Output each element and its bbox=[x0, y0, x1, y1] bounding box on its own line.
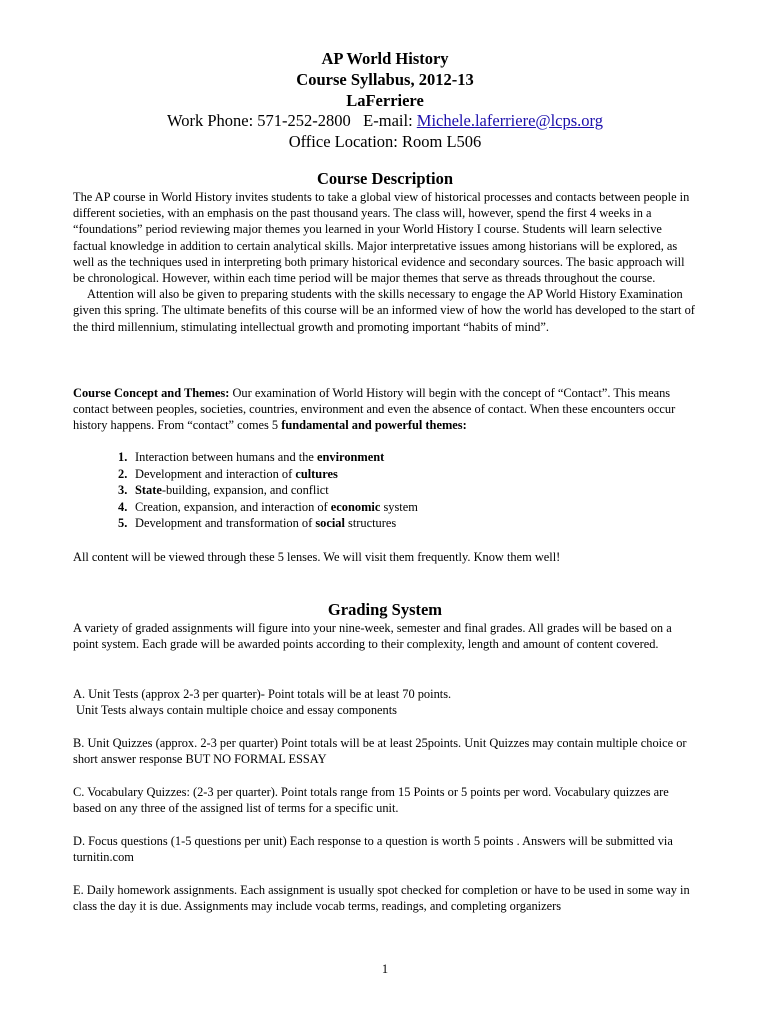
course-description-body bbox=[73, 189, 698, 335]
work-phone: Work Phone: 571-252-2800 bbox=[166, 111, 351, 130]
grading-intro: A variety of graded assignments will figure into your nine-week, semester and final grades. All grades will be based on a point system. Each grade will be awarded points according to their complexity, length and amount of content covered. bbox=[73, 621, 672, 652]
email-link[interactable]: Michele.laferriere@lcps.org bbox=[416, 111, 604, 130]
grading-item-a bbox=[73, 686, 698, 718]
list-item: 1. Interaction between humans and the environment bbox=[118, 450, 385, 464]
teacher-name: LaFerriere bbox=[346, 91, 424, 110]
email-label: E-mail: bbox=[363, 111, 417, 130]
list-item: 3. State-building, expansion, and conflict bbox=[118, 483, 329, 498]
grading-system-heading: Grading System bbox=[327, 600, 443, 619]
grading-item-e: E. Daily homework assignments. Each assignment is usually spot checked for completion or have to be used in some way in class the day it is due. Assignments may include vocab terms, readings, and completing organizers bbox=[73, 883, 690, 914]
concepts-emphasis: fundamental and powerful themes: bbox=[281, 418, 467, 433]
course-description-heading: Course Description bbox=[316, 169, 454, 188]
grading-item-b: B. Unit Quizzes (approx. 2-3 per quarter) Point totals will be at least 25points. Unit Quizzes may contain multiple choice or short answer response BUT NO FORMAL ESSAY bbox=[73, 736, 687, 767]
document-header bbox=[0, 48, 770, 152]
page-number: 1 bbox=[381, 962, 389, 976]
description-paragraph-2: Attention will also be given to preparing students with the skills necessary to engage the AP World History Examination given this spring. The ultimate benefits of this course will be an informed view of how the world has developed to the start of the third millennium, stimulating intellectual growth and promoting important “habits of mind”. bbox=[73, 287, 695, 334]
list-item: 4. Creation, expansion, and interaction of economic system bbox=[118, 499, 418, 514]
item-a-line-2: Unit Tests always contain multiple choice and essay components bbox=[76, 703, 397, 718]
themes-closing: All content will be viewed through these 5 lenses. We will visit them frequently. Know them well! bbox=[73, 550, 561, 564]
grading-item-c: C. Vocabulary Quizzes: (2-3 per quarter). Point totals range from 15 Points or 5 points per word. Vocabulary quizzes are based on any three of the assigned list of terms for a specific unit. bbox=[73, 785, 669, 816]
concepts-intro: Our examination of World History will begin with the concept of “Contact”. This means contact between peoples, societies, countries, environment and even the absence of contact. When these encounters occur history happens. From “contact” comes 5 bbox=[73, 386, 676, 433]
description-paragraph-1: The AP course in World History invites students to take a global view of historical processes and contacts between people in different societies, with an emphasis on the past thousand years. The class will, however, spend the first 4 weeks in a “foundations” period reviewing major themes you learned in your World History I course. Students will learn selective factual knowledge in addition to certain analytical skills. Major interpretative issues among historians will be explored, as well as the techniques used in interpreting both primary historical evidence and secondary sources. The basic approach will be chronological. However, within each time period will be major themes that serve as threads throughout the course. bbox=[73, 190, 690, 286]
item-a-line-1: A. Unit Tests (approx 2-3 per quarter)- Point totals will be at least 70 points. bbox=[73, 687, 452, 701]
office-location: Office Location: Room L506 bbox=[288, 131, 482, 151]
course-title: AP World History bbox=[321, 49, 449, 68]
list-item: 5. Development and transformation of social structures bbox=[118, 516, 397, 531]
concepts-label: Course Concept and Themes: bbox=[73, 386, 230, 400]
list-item: 2. Development and interaction of cultures bbox=[118, 466, 338, 481]
grading-item-d: D. Focus questions (1-5 questions per unit) Each response to a question is worth 5 points . Answers will be submitted via turnitin.com bbox=[73, 834, 673, 865]
syllabus-title: Course Syllabus, 2012-13 bbox=[296, 70, 474, 89]
themes-list bbox=[118, 449, 678, 532]
course-concepts-paragraph bbox=[73, 385, 698, 434]
contact-line bbox=[0, 111, 770, 132]
